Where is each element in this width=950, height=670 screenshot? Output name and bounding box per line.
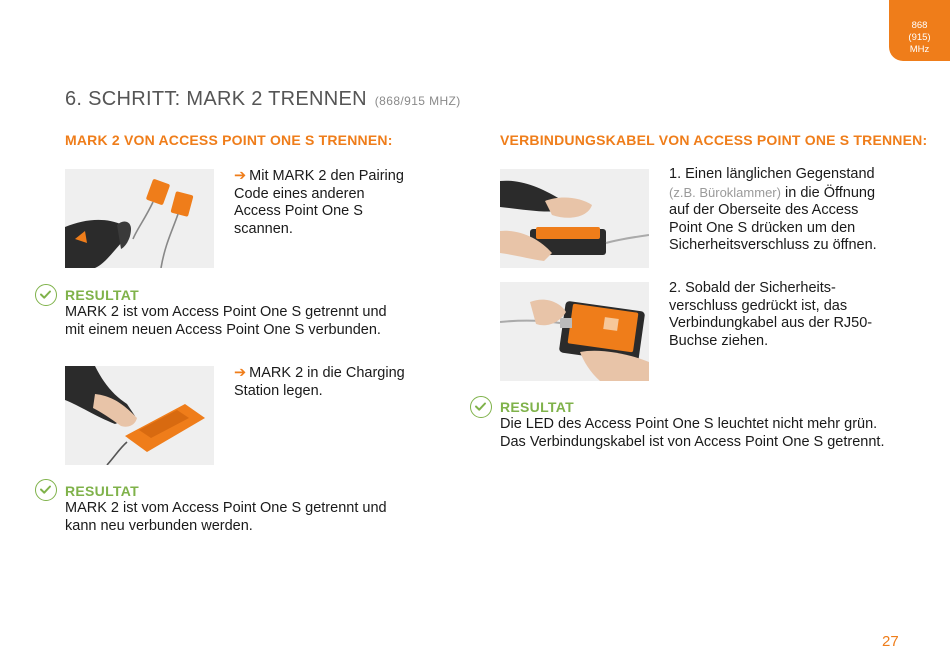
arrow-right-icon: ➔ (234, 365, 247, 381)
right-step-2: 2. Sobald der Sicherheits-verschluss gedrückt ist, das Verbindungkabel aus der RJ50-Buchse ziehen. (669, 280, 873, 349)
page-title-sub: (868/915 MHZ) (374, 94, 461, 108)
result-text: MARK 2 ist vom Access Point One S getrennt und kann neu verbunden werden. (65, 500, 387, 534)
left-heading: MARK 2 VON ACCESS POINT ONE S TRENNEN: (65, 132, 393, 148)
check-circle-icon (35, 479, 57, 501)
page-title-main: 6. SCHRITT: MARK 2 TRENNEN (65, 88, 367, 110)
tab-line-1: 868 (911, 20, 928, 31)
photo-press-safety-lock (500, 169, 649, 268)
result-label: RESULTAT (65, 287, 139, 303)
result-label: RESULTAT (500, 399, 574, 415)
photo-pull-cable (500, 282, 649, 381)
tab-line-3: MHz (909, 44, 930, 55)
photo-scan-pairing-code (65, 169, 214, 268)
frequency-tab (889, 0, 950, 61)
check-circle-icon (470, 396, 492, 418)
result-label: RESULTAT (65, 483, 139, 499)
result-text: MARK 2 ist vom Access Point One S getrennt und mit einem neuen Access Point One S verbunden. (65, 304, 387, 338)
photo-charging-station (65, 366, 214, 465)
left-step-1: ➔ Mit MARK 2 den Pairing Code eines anderen Access Point One S scannen. (234, 168, 404, 237)
right-heading: VERBINDUNGSKABEL VON ACCESS POINT ONE S TRENNEN: (500, 132, 928, 148)
page-number: 27 (882, 633, 899, 650)
tab-line-2: (915) (908, 32, 931, 43)
check-circle-icon (35, 284, 57, 306)
left-step-2: ➔ MARK 2 in die Charging Station legen. (234, 365, 405, 399)
right-step-1: 1. Einen länglichen Gegenstand (z.B. Büroklammer) in die Öffnung auf der Oberseite des Access Point One S drücken um den Sicherheitsverschluss zu öffnen. (669, 166, 877, 253)
result-text: Die LED des Access Point One S leuchtet nicht mehr grün. Das Verbindungskabel ist von Access Point One S getrennt. (500, 416, 885, 450)
arrow-right-icon: ➔ (234, 168, 247, 184)
page-title (65, 88, 461, 111)
